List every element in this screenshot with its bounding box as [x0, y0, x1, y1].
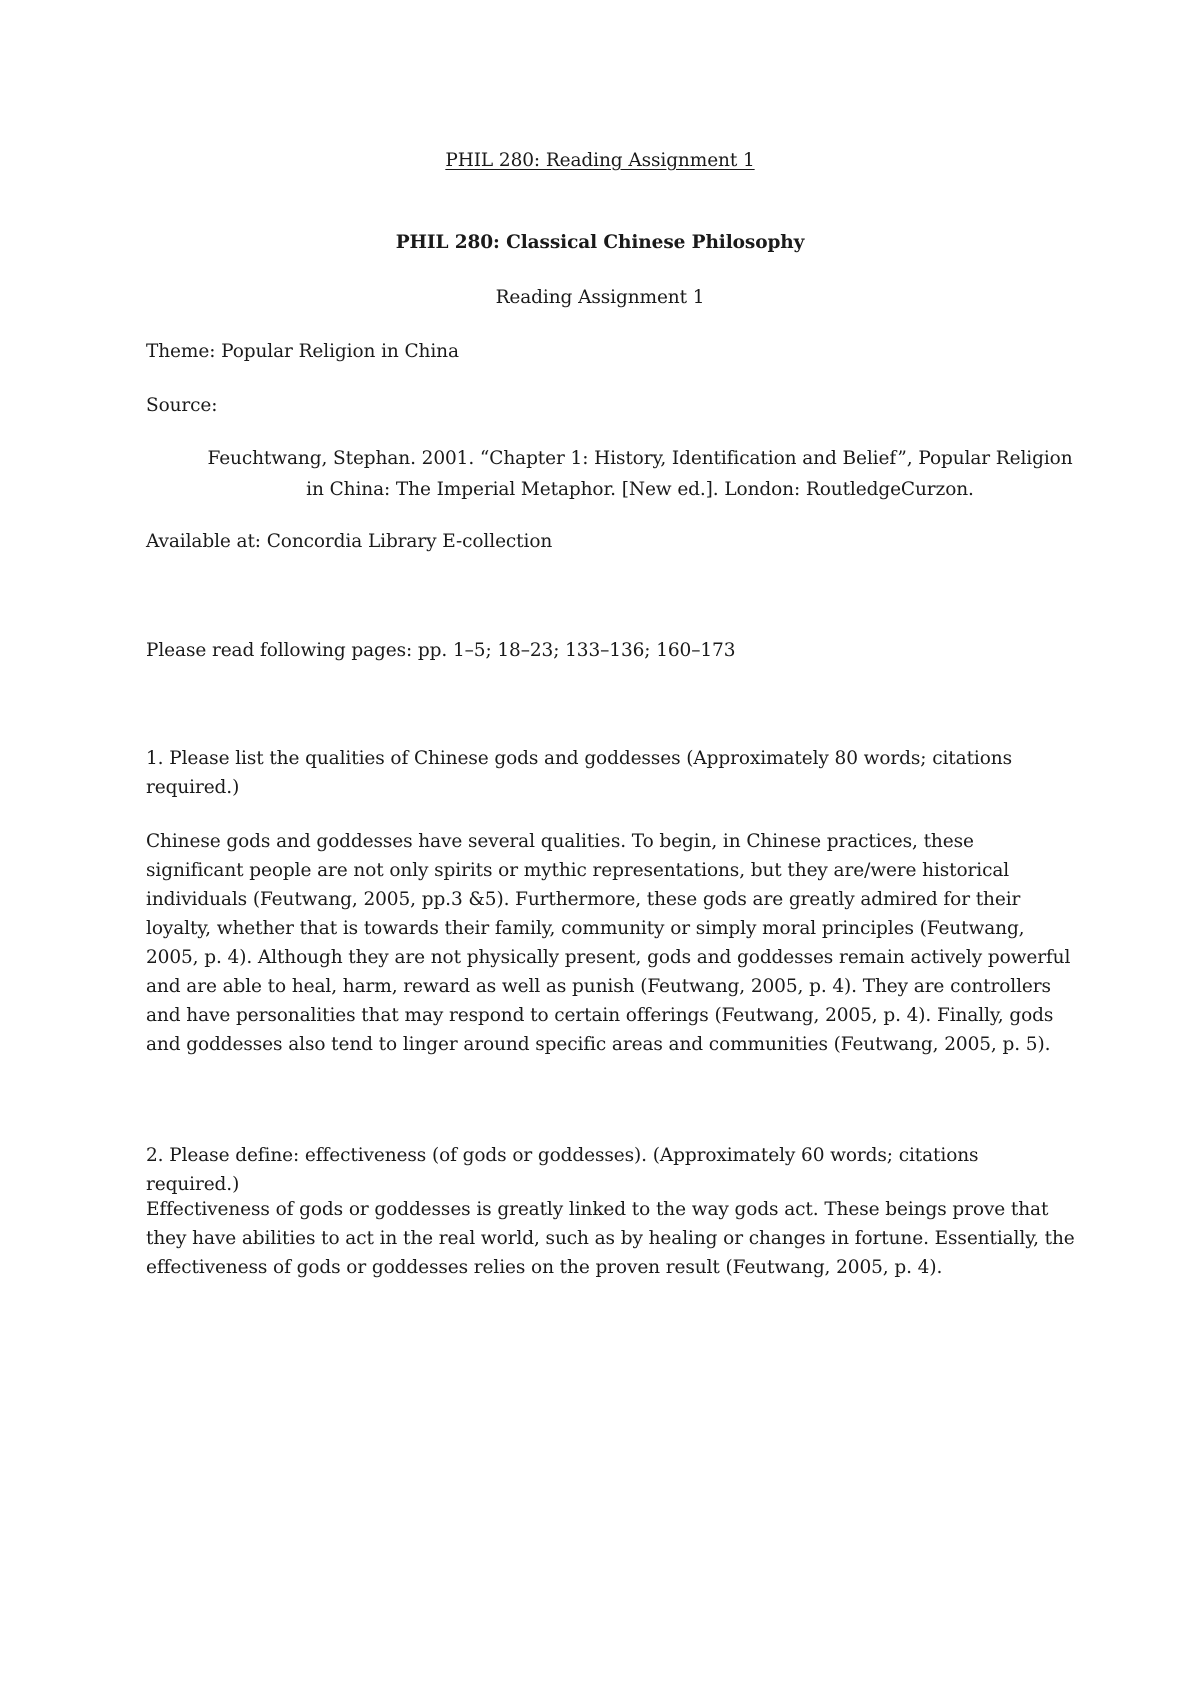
citation: [200, 443, 1080, 505]
citation-line-1: Feuchtwang, Stephan. 2001. “Chapter 1: History, Identification and Belief”, Popular Religion: [207, 448, 1073, 469]
source-label: Source:: [146, 395, 218, 416]
document-subtitle: Reading Assignment 1: [495, 287, 705, 308]
course-title: PHIL 280: Classical Chinese Philosophy: [395, 232, 805, 253]
availability-line: Available at: Concordia Library E-collection: [146, 531, 553, 552]
running-header: PHIL 280: Reading Assignment 1: [445, 150, 755, 171]
theme-line: Theme: Popular Religion in China: [146, 341, 459, 362]
question-2-answer: Effectiveness of gods or goddesses is greatly linked to the way gods act. These beings prove that they have abilities to act in the real world, such as by healing or changes in fortune. Essentially, the effectiveness of gods or goddesses relies on the proven result (Feutwang, 2005, p. 4).: [146, 1199, 1075, 1278]
citation-line-2: in China: The Imperial Metaphor. [New ed.]. London: RoutledgeCurzon.: [306, 479, 974, 500]
question-2-prompt: 2. Please define: effectiveness (of gods or goddesses). (Approximately 60 words; citations required.): [146, 1145, 979, 1195]
pages-instruction: Please read following pages: pp. 1–5; 18–23; 133–136; 160–173: [146, 640, 736, 661]
question-1-prompt: 1. Please list the qualities of Chinese gods and goddesses (Approximately 80 words; citations required.): [146, 748, 1012, 798]
question-1-answer: Chinese gods and goddesses have several qualities. To begin, in Chinese practices, these significant people are not only spirits or mythic representations, but they are/were historical individuals (Feutwang, 2005, pp.3 &5). Furthermore, these gods are greatly admired for their loyalty, whether that is towards their family, community or simply moral principles (Feutwang, 2005, p. 4). Although they are not physically present, gods and goddesses remain actively powerful and are able to heal, harm, reward as well as punish (Feutwang, 2005, p. 4). They are controllers and have personalities that may respond to certain offerings (Feutwang, 2005, p. 4). Finally, gods and goddesses also tend to linger around specific areas and communities (Feutwang, 2005, p. 5).: [146, 831, 1071, 1055]
